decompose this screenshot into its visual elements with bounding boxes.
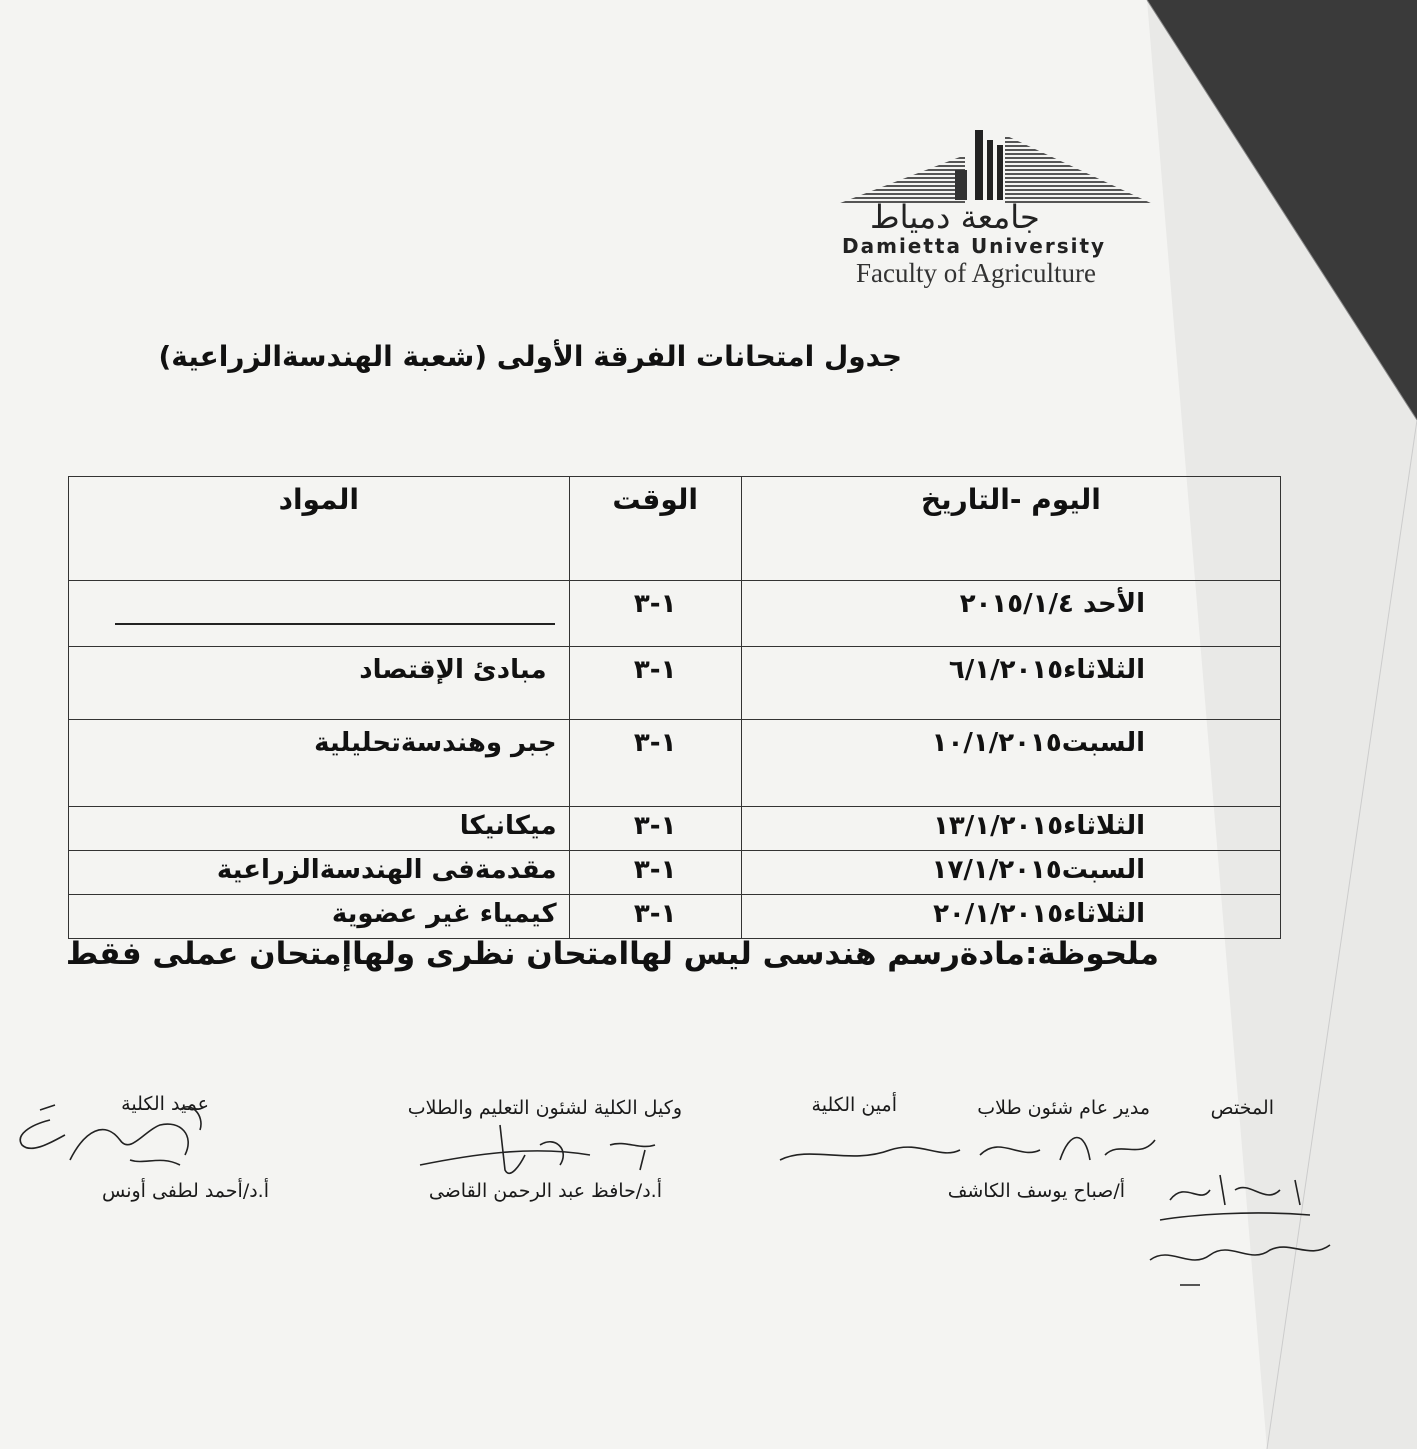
row-day-date: السبت١٠/١/٢٠١٥ bbox=[931, 728, 1145, 758]
row-time: ١-٣ bbox=[633, 728, 677, 758]
table-row bbox=[69, 581, 1281, 647]
handwritten-signature-faculty-secretary bbox=[770, 1120, 1170, 1180]
table-row bbox=[69, 895, 1281, 939]
row-time: ١-٣ bbox=[633, 589, 677, 619]
row-time: ١-٣ bbox=[633, 655, 677, 685]
row-day-date: الثلاثاء١٣/١/٢٠١٥ bbox=[933, 811, 1145, 841]
row-subject: جبر وهندسةتحليلية bbox=[314, 728, 557, 758]
signature-title-faculty-secretary: أمين الكلية bbox=[811, 1094, 897, 1116]
row-subject: ميكانيكا bbox=[459, 811, 557, 841]
row-day-date: الثلاثاء٢٠/١/٢٠١٥ bbox=[933, 899, 1145, 929]
page-title: جدول امتحانات الفرقة الأولى (شعبة الهندسةالزراعية) bbox=[158, 340, 902, 373]
row-time: ١-٣ bbox=[633, 855, 677, 885]
note-text: ملحوظة:مادةرسم هندسى ليس لهاامتحان نظرى ولهاإمتحان عملى فقط bbox=[65, 936, 1159, 972]
signature-name-faculty-secretary: أ/صباح يوسف الكاشف bbox=[947, 1180, 1125, 1202]
row-time: ١-٣ bbox=[633, 811, 677, 841]
row-day-date: الثلاثاء٦/١/٢٠١٥ bbox=[948, 655, 1145, 685]
row-time: ١-٣ bbox=[633, 899, 677, 929]
signature-title-specialist: المختص bbox=[1210, 1097, 1274, 1119]
signature-title-student-affairs: مدير عام شئون طلاب bbox=[977, 1097, 1150, 1119]
row-subject: مقدمةفى الهندسةالزراعية bbox=[216, 855, 557, 885]
table-row bbox=[69, 647, 1281, 720]
logo-english-text: Damietta University bbox=[842, 234, 1107, 258]
signature-title-vice-dean: وكيل الكلية لشئون التعليم والطلاب bbox=[407, 1097, 682, 1119]
header-day-date: اليوم -التاريخ bbox=[741, 477, 1280, 581]
logo-arabic-text: جامعة دمياط bbox=[870, 198, 1040, 236]
handwritten-signature-dean bbox=[10, 1100, 220, 1190]
exam-schedule-table bbox=[68, 476, 1281, 939]
row-day-date: الأحد ٢٠١٥/١/٤ bbox=[959, 589, 1145, 619]
signature-name-dean: أ.د/أحمد لطفى أونس bbox=[101, 1180, 269, 1202]
signature-title-dean: عميد الكلية bbox=[121, 1093, 209, 1115]
table-row bbox=[69, 851, 1281, 895]
header-time: الوقت bbox=[569, 477, 741, 581]
row-subject: كيمياء غير عضوية bbox=[331, 899, 557, 929]
table-header-row bbox=[69, 477, 1281, 581]
handwritten-signature-vice-dean bbox=[410, 1115, 670, 1185]
header-subjects: المواد bbox=[69, 477, 570, 581]
row-subject: مبادئ الإقتصاد bbox=[359, 655, 547, 685]
handwritten-signature-specialist bbox=[1140, 1160, 1340, 1300]
signature-name-vice-dean: أ.د/حافظ عبد الرحمن القاضى bbox=[428, 1180, 662, 1202]
table-row bbox=[69, 807, 1281, 851]
row-subject-blank-line bbox=[115, 615, 555, 625]
row-day-date: السبت١٧/١/٢٠١٥ bbox=[931, 855, 1145, 885]
faculty-name: Faculty of Agriculture bbox=[856, 258, 1096, 288]
table-row bbox=[69, 720, 1281, 807]
